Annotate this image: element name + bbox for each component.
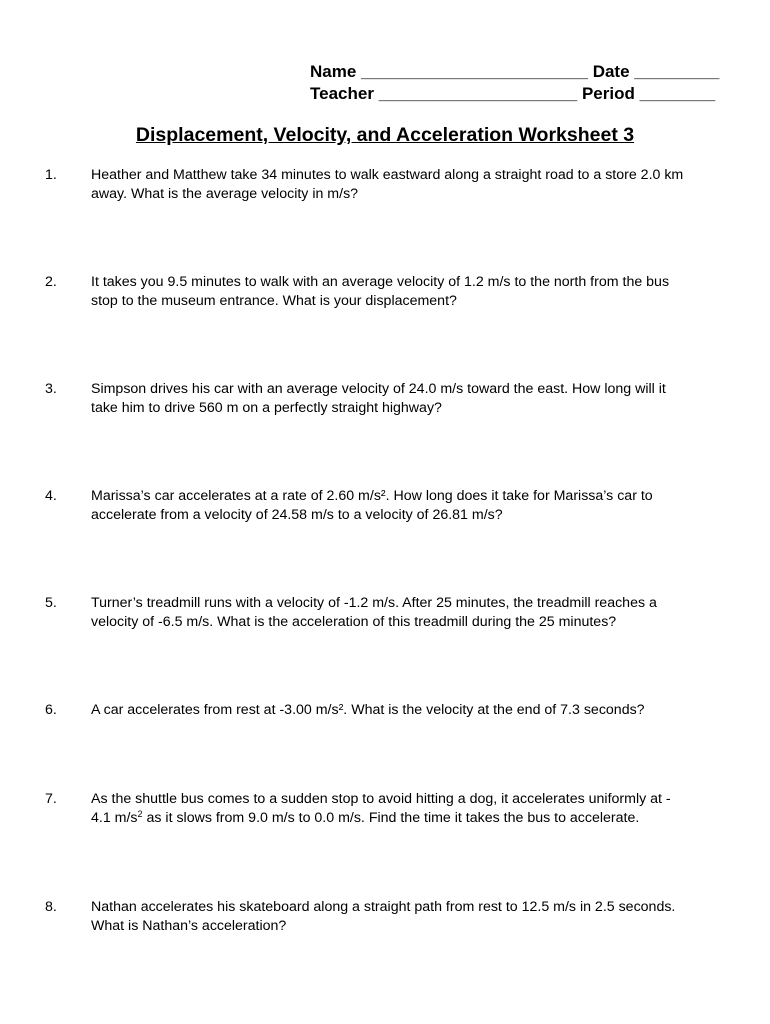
question-line: away. What is the average velocity in m/s? xyxy=(91,185,359,202)
question-line: It takes you 9.5 minutes to walk with an average velocity of 1.2 m/s to the north from the bus xyxy=(91,274,670,290)
worksheet-title: Displacement, Velocity, and Acceleration Worksheet 3 xyxy=(135,124,635,146)
question-text xyxy=(91,166,731,203)
question-number: 7. xyxy=(45,791,57,807)
teacher-blank: _____________________ xyxy=(378,84,578,103)
question-line-part: 4.1 m/s xyxy=(91,809,138,826)
header-name-date-line xyxy=(310,62,719,82)
question-line: velocity of -6.5 m/s. What is the acceleration of this treadmill during the 25 minutes? xyxy=(91,613,617,630)
period-label: Period xyxy=(581,84,635,103)
question-line: Turner’s treadmill runs with a velocity of -1.2 m/s. After 25 minutes, the treadmill reaches a xyxy=(91,595,657,611)
name-blank: ________________________ xyxy=(361,62,588,81)
question-line: Marissa’s car accelerates at a rate of 2.60 m/s². How long does it take for Marissa’s car to xyxy=(91,488,653,504)
question-line: take him to drive 560 m on a perfectly straight highway? xyxy=(91,399,442,416)
question-number: 2. xyxy=(45,274,57,290)
superscript-exponent: 2 xyxy=(137,808,143,819)
period-blank: ________ xyxy=(639,84,716,103)
name-label: Name xyxy=(310,62,357,81)
question-text xyxy=(91,790,731,827)
question-text xyxy=(91,701,731,720)
date-blank: _________ xyxy=(634,62,720,81)
question-number: 3. xyxy=(45,381,57,397)
question-line-part: as it slows from 9.0 m/s to 0.0 m/s. Find the time it takes the bus to accelerate. xyxy=(142,809,640,826)
header-teacher-period-line xyxy=(310,84,715,104)
question-line: accelerate from a velocity of 24.58 m/s to a velocity of 26.81 m/s? xyxy=(91,506,503,523)
question-line: stop to the museum entrance. What is your displacement? xyxy=(91,292,457,309)
question-number: 4. xyxy=(45,488,57,504)
question-text xyxy=(91,898,731,935)
question-number: 8. xyxy=(45,899,57,915)
question-line: Simpson drives his car with an average velocity of 24.0 m/s toward the east. How long will it xyxy=(91,381,666,397)
question-number: 6. xyxy=(45,702,57,718)
question-line xyxy=(91,809,731,828)
teacher-label: Teacher xyxy=(310,84,374,103)
question-line: As the shuttle bus comes to a sudden stop to avoid hitting a dog, it accelerates uniformly at - xyxy=(91,791,671,807)
question-line: Nathan accelerates his skateboard along a straight path from rest to 12.5 m/s in 2.5 seconds. xyxy=(91,899,676,915)
question-text xyxy=(91,273,731,310)
question-line: A car accelerates from rest at -3.00 m/s². What is the velocity at the end of 7.3 seconds? xyxy=(91,702,645,718)
question-text xyxy=(91,380,731,417)
question-number: 5. xyxy=(45,595,57,611)
date-label: Date xyxy=(592,62,630,81)
question-text xyxy=(91,594,731,631)
question-number: 1. xyxy=(45,167,57,183)
question-line: Heather and Matthew take 34 minutes to walk eastward along a straight road to a store 2.0 km xyxy=(91,167,684,183)
question-text xyxy=(91,487,731,524)
question-line: What is Nathan’s acceleration? xyxy=(91,917,287,934)
